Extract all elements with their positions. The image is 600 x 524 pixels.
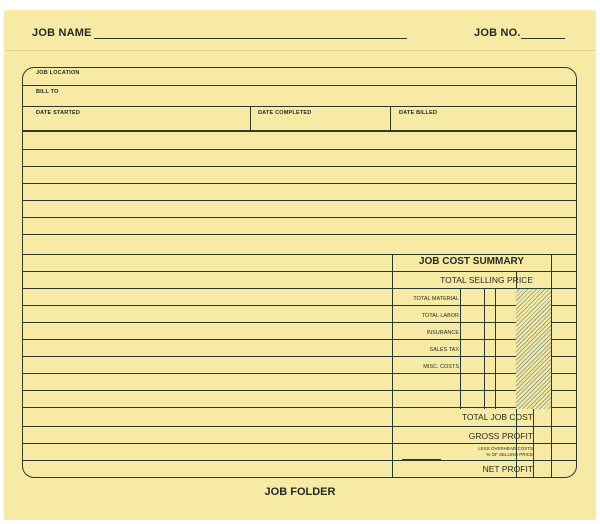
total-material-label: TOTAL MATERIAL xyxy=(413,296,459,302)
total-job-cost-label: TOTAL JOB COST xyxy=(461,412,533,422)
job-name-label: JOB NAME xyxy=(32,27,92,39)
gross-profit-label: GROSS PROFIT xyxy=(468,431,533,441)
job-cost-summary xyxy=(392,254,576,477)
note-line xyxy=(23,183,576,184)
job-name-field[interactable] xyxy=(94,38,407,39)
summary-title: JOB COST SUMMARY xyxy=(418,256,525,267)
folder-title: JOB FOLDER xyxy=(264,486,336,498)
summary-hatched-area xyxy=(516,289,551,409)
date-divider xyxy=(250,106,251,130)
insurance-label: INSURANCE xyxy=(426,330,459,336)
summary-column-divider xyxy=(533,409,534,477)
date-started-label: DATE STARTED xyxy=(36,110,81,116)
job-no-label: JOB NO. xyxy=(474,27,521,39)
date-completed-label: DATE COMPLETED xyxy=(258,110,312,116)
overhead-percent-field[interactable] xyxy=(402,459,441,460)
misc-costs-label: MISC. COSTS xyxy=(423,364,459,370)
job-location-label: JOB LOCATION xyxy=(36,70,80,76)
net-profit-label: NET PROFIT xyxy=(482,464,533,474)
less-overhead-label: LESS OVERHEAD COSTS xyxy=(478,446,533,451)
selling-price-percent-label: % OF SELLING PRICE xyxy=(486,452,533,457)
bill-to-field-line xyxy=(23,106,576,107)
total-selling-price-label: TOTAL SELLING PRICE xyxy=(440,275,533,285)
total-labor-label: TOTAL LABOR xyxy=(421,313,459,319)
job-location-field-line xyxy=(23,85,576,86)
note-line xyxy=(23,234,576,235)
summary-label-divider xyxy=(460,289,461,409)
summary-column-divider xyxy=(495,289,496,409)
job-no-field[interactable] xyxy=(521,38,565,39)
summary-left-border xyxy=(392,254,393,477)
note-line xyxy=(23,217,576,218)
date-divider xyxy=(390,106,391,130)
date-billed-label: DATE BILLED xyxy=(399,110,438,116)
note-line xyxy=(23,166,576,167)
folder-tab-fold xyxy=(4,50,596,51)
summary-column-divider xyxy=(551,254,552,477)
bill-to-label: BILL TO xyxy=(36,89,59,95)
note-line xyxy=(23,149,576,150)
sales-tax-label: SALES TAX xyxy=(429,347,459,353)
note-line xyxy=(23,200,576,201)
date-row-bottom xyxy=(23,130,576,132)
job-form-card xyxy=(22,67,577,478)
summary-column-divider xyxy=(484,289,485,409)
